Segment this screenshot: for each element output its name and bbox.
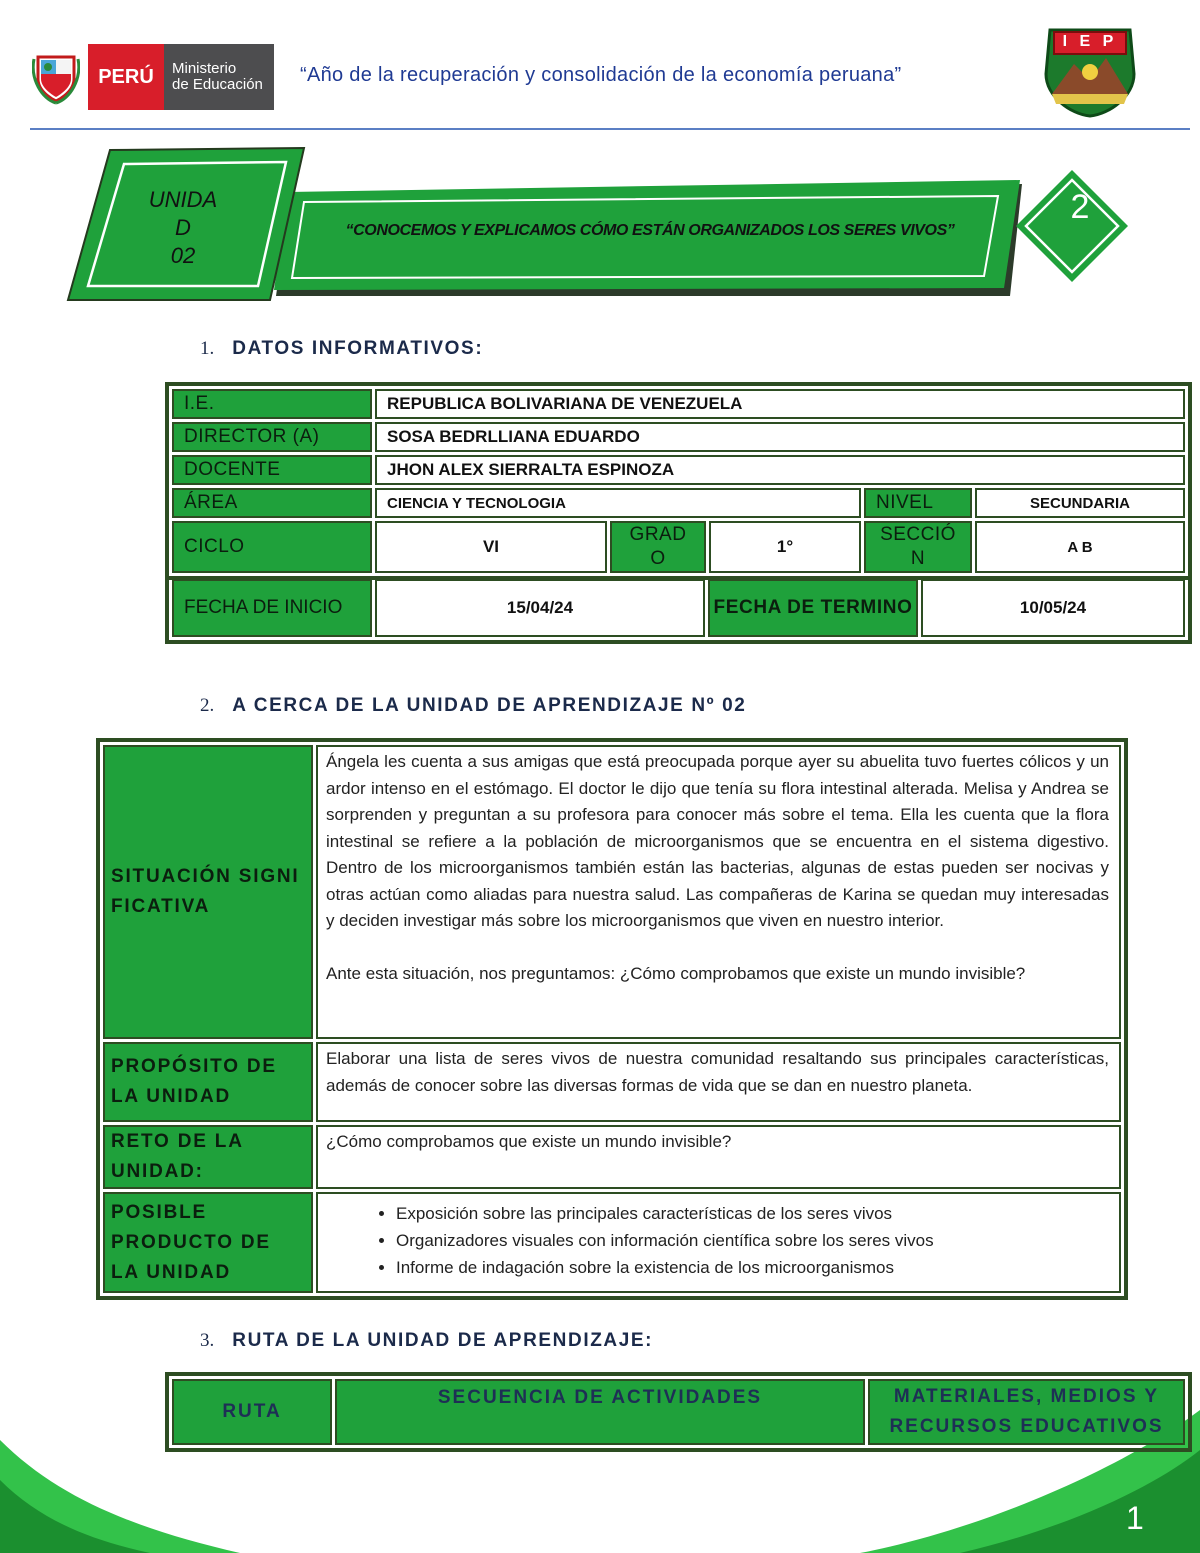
section-title: A CERCA DE LA UNIDAD DE APRENDIZAJE Nº 02 — [232, 695, 747, 716]
ministry-name — [164, 44, 274, 110]
nivel-label: NIVEL — [864, 488, 972, 518]
grado-label: GRADO — [610, 521, 706, 573]
situacion-paragraph-2: Ante esta situación, nos preguntamos: ¿Cómo comprobamos que existe un mundo invisible? — [326, 963, 1026, 983]
table-row — [172, 488, 1185, 518]
ministry-line1: Ministerio — [172, 60, 237, 77]
table-row — [103, 1042, 1121, 1122]
situacion-text — [316, 745, 1121, 1039]
section-number: 1. — [200, 338, 215, 359]
reto-text: ¿Cómo comprobamos que existe un mundo invisible? — [316, 1125, 1121, 1189]
table-row — [172, 521, 1185, 573]
unit-label-line3: 02 — [170, 243, 196, 268]
director-label: DIRECTOR (A) — [172, 422, 372, 452]
docente-value: JHON ALEX SIERRALTA ESPINOZA — [375, 455, 1185, 485]
route-col-ruta: RUTA — [172, 1379, 332, 1445]
area-value: CIENCIA Y TECNOLOGIA — [375, 488, 861, 518]
unit-number-badge: 2 — [1070, 188, 1090, 226]
table-row — [172, 389, 1185, 419]
list-item: • Organizadores visuales con información científica sobre los seres vivos — [396, 1227, 1109, 1254]
table-row — [172, 455, 1185, 485]
director-value: SOSA BEDRLLIANA EDUARDO — [375, 422, 1185, 452]
ie-value: REPUBLICA BOLIVARIANA DE VENEZUELA — [375, 389, 1185, 419]
inicio-value: 15/04/24 — [375, 579, 705, 637]
seccion-value: A B — [975, 521, 1185, 573]
ie-label: I.E. — [172, 389, 372, 419]
school-crest — [1040, 24, 1140, 118]
grado-value: 1° — [709, 521, 861, 573]
unit-label-line2: D — [175, 215, 191, 240]
section-title: DATOS INFORMATIVOS: — [232, 338, 484, 359]
proposito-text: Elaborar una lista de seres vivos de nuestra comunidad resaltando sus principales características, además de conocer sobre las diversas formas de vida que se dan en nuestro planeta. — [316, 1042, 1121, 1122]
reto-label: RETO DE LA UNIDAD: — [103, 1125, 313, 1189]
peru-shield-icon — [24, 44, 88, 110]
situacion-label: SITUACIÓN SIGNIFICATIVA — [103, 745, 313, 1039]
table-row — [103, 1192, 1121, 1293]
section-heading-3 — [200, 1330, 653, 1352]
section-number: 2. — [200, 695, 215, 716]
unit-about-table — [96, 738, 1128, 1300]
table-row — [103, 1125, 1121, 1189]
table-row — [172, 1379, 1185, 1445]
docente-label: DOCENTE — [172, 455, 372, 485]
route-table — [165, 1372, 1192, 1452]
page-number: 1 — [1126, 1500, 1144, 1536]
section-heading-2 — [200, 695, 746, 717]
route-col-secuencia: SECUENCIA DE ACTIVIDADES — [335, 1379, 865, 1445]
table-row — [172, 579, 1185, 637]
inicio-label: FECHA DE INICIO — [172, 579, 372, 637]
unit-label — [118, 186, 248, 270]
header-divider — [30, 128, 1190, 130]
ciclo-value: VI — [375, 521, 607, 573]
producto-label: POSIBLE PRODUCTO DE LA UNIDAD — [103, 1192, 313, 1293]
dates-table — [165, 576, 1192, 644]
producto-list-cell — [316, 1192, 1121, 1293]
peru-label: PERÚ — [88, 44, 164, 110]
section-title: RUTA DE LA UNIDAD DE APRENDIZAJE: — [232, 1330, 654, 1351]
proposito-label: PROPÓSITO DE LA UNIDAD — [103, 1042, 313, 1122]
list-item: • Exposición sobre las principales características de los seres vivos — [396, 1200, 1109, 1227]
section-number: 3. — [200, 1330, 215, 1351]
table-row — [103, 745, 1121, 1039]
section-heading-1 — [200, 338, 483, 360]
list-item: • Informe de indagación sobre la existencia de los microorganismos — [396, 1254, 1109, 1281]
route-col-materiales: MATERIALES, MEDIOS Y RECURSOS EDUCATIVOS — [868, 1379, 1185, 1445]
producto-list — [326, 1200, 1109, 1281]
area-label: ÁREA — [172, 488, 372, 518]
seccion-label: SECCIÓN — [864, 521, 972, 573]
ministry-logo — [24, 44, 274, 110]
year-motto: “Año de la recuperación y consolidación de la economía peruana” — [300, 64, 902, 86]
nivel-value: SECUNDARIA — [975, 488, 1185, 518]
crest-letters: I E P — [1062, 33, 1118, 50]
ministry-line2: de Educación — [172, 76, 263, 93]
unit-label-line1: UNIDA — [148, 187, 218, 212]
table-row — [172, 422, 1185, 452]
termino-value: 10/05/24 — [921, 579, 1185, 637]
ciclo-label: CICLO — [172, 521, 372, 573]
termino-label: FECHA DE TERMINO — [708, 579, 918, 637]
info-table — [165, 382, 1192, 580]
situacion-paragraph-1: Ángela les cuenta a sus amigas que está preocupada porque ayer su abuelita tuvo fuertes cólicos y un ardor intenso en el estómago. El doctor le dijo que tenía su flora intestinal alterada. Melisa y Andrea se sorprenden y preguntan a su profesora para conocer más sobre el tema. Ella les cuenta que la flora intestinal se refiere a la población de microorganismos que se encuentra en el sistema digestivo. Dentro de los microorganismos también están las bacterias, algunas de estas pueden ser nocivas y otras actúan como aliadas para nuestra salud. Las compañeras de Karina se quedan muy interesadas y deciden investigar más sobre los microorganismos que viven en nuestro interior. — [326, 752, 1109, 930]
unit-title: “CONOCEMOS Y EXPLICAMOS CÓMO ESTÁN ORGANIZADOS LOS SERES VIVOS” — [345, 222, 955, 239]
